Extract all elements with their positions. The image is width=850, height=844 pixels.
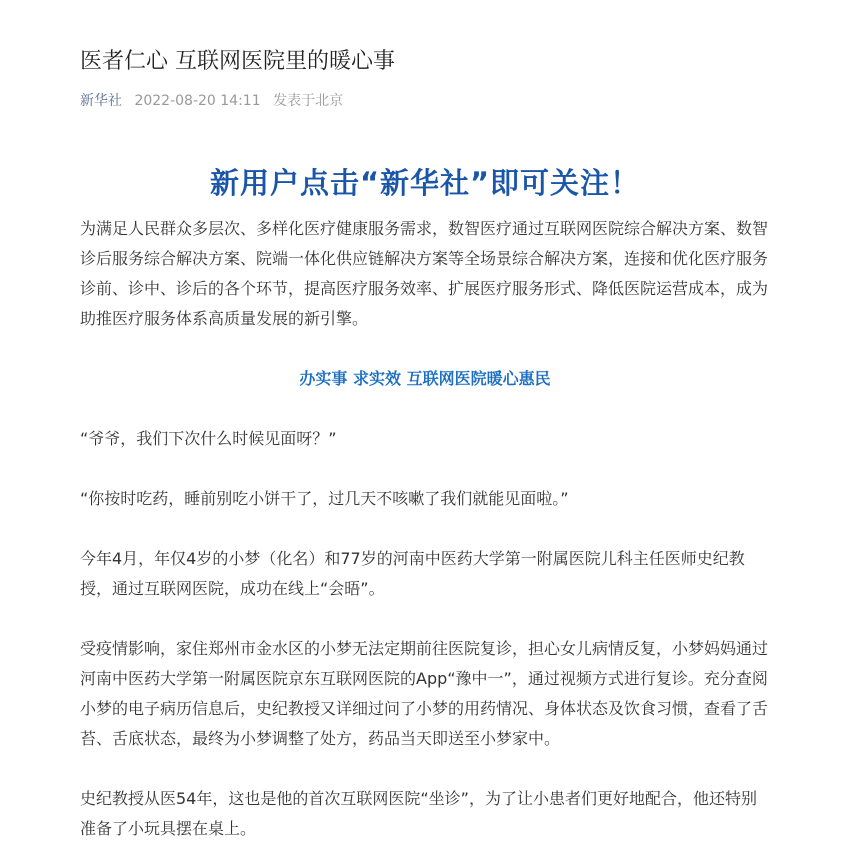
paragraph: 为满足人民群众多层次、多样化医疗健康服务需求，数智医疗通过互联网医院综合解决方案、数智诊后服务综合解决方案、院端一体化供应链解决方案等全场景综合解决方案，连接和优化医疗服务诊前、诊中、诊后的各个环节，提高医疗服务效率、扩展医疗服务形式、降低医院运营成本，成为助推医疗服务体系高质量发展的新引擎。 [80, 219, 769, 328]
article-meta [80, 91, 343, 111]
paragraph: “爷爷，我们下次什么时候见面呀？” [80, 429, 337, 448]
paragraph: 今年4月，年仅4岁的小梦（化名）和77岁的河南中医药大学第一附属医院儿科主任医师史纪教授，通过互联网医院，成功在线上“会晤”。 [80, 549, 745, 598]
author-link[interactable]: 新华社 [80, 93, 122, 109]
publish-date: 2022-08-20 14:11 [134, 93, 261, 109]
section-heading: 办实事 求实效 互联网医院暖心惠民 [299, 369, 551, 388]
follow-banner[interactable]: 新用户点击“新华社”即可关注！ [209, 166, 641, 200]
article-title: 医者仁心 互联网医院里的暖心事 [80, 49, 395, 74]
publish-location: 发表于北京 [273, 93, 344, 109]
article-body [80, 214, 770, 844]
paragraph: “你按时吃药，睡前别吃小饼干了，过几天不咳嗽了我们就能见面啦。” [80, 489, 569, 508]
paragraph: 史纪教授从医54年，这也是他的首次互联网医院“坐诊”，为了让小患者们更好地配合，他还特别准备了小玩具摆在桌上。 [80, 789, 757, 838]
paragraph: 受疫情影响，家住郑州市金水区的小梦无法定期前往医院复诊，担心女儿病情反复，小梦妈妈通过河南中医药大学第一附属医院京东互联网医院的App“豫中一”，通过视频方式进行复诊。充分查阅小梦的电子病历信息后，史纪教授又详细过问了小梦的用药情况、身体状态及饮食习惯，查看了舌苔、舌底状态，最终为小梦调整了处方，药品当天即送至小梦家中。 [80, 639, 769, 748]
